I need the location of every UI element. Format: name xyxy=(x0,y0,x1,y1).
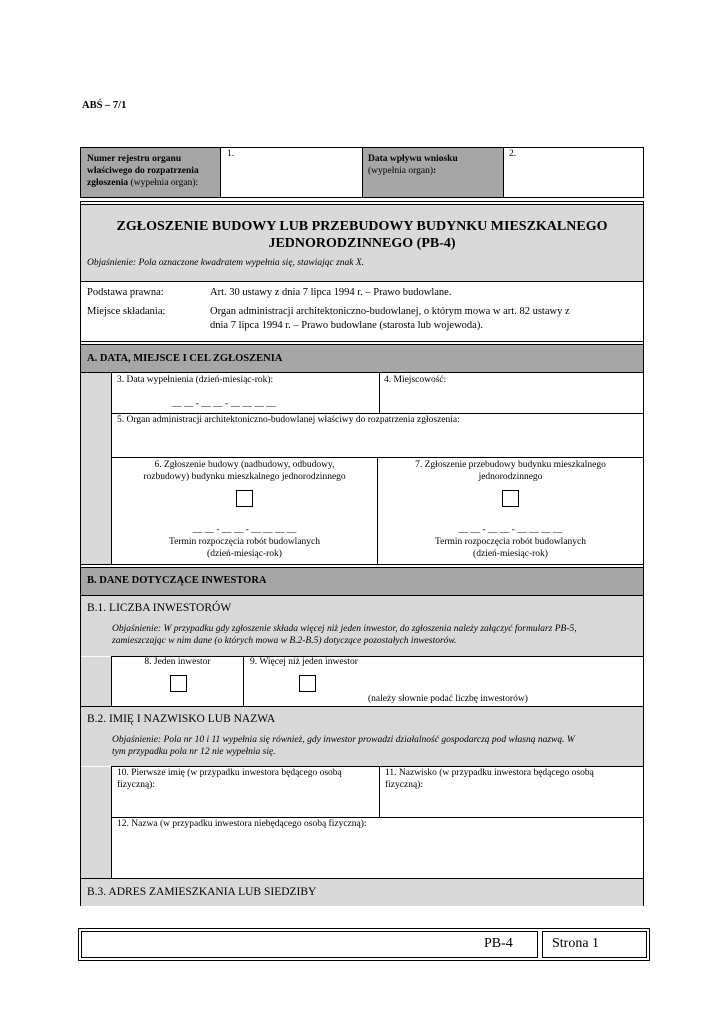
section-a-gutter xyxy=(81,373,111,564)
field-6-label-line2: rozbudowy) budynku mieszkalnego jednorodzinnego xyxy=(143,472,346,482)
single-investor-checkbox[interactable] xyxy=(170,675,187,692)
legal-basis-text: Art. 30 ustawy z dnia 7 lipca 1994 r. – Prawo budowlane. xyxy=(210,287,452,298)
b2-note-line2: tym przypadku pola nr 12 nie wypełnia się. xyxy=(112,747,276,757)
construction-checkbox[interactable] xyxy=(236,490,253,507)
field-2-number: 2. xyxy=(509,149,517,159)
submission-place-text-1: Organ administracji architektoniczno-budowlanej, o którym mowa w art. 82 ustawy z xyxy=(210,306,570,317)
construction-start-label: Termin rozpoczęcia robót budowlanych xyxy=(168,537,320,547)
field-1-number: 1. xyxy=(227,149,235,159)
field-9-note: (należy słownie podać liczbę inwestorów) xyxy=(368,694,528,704)
company-name-input[interactable] xyxy=(112,818,643,878)
field-10-label-line2: fizyczną): xyxy=(117,780,155,790)
field-3-label: 3. Data wypełnienia (dzień-miesiąc-rok): xyxy=(117,375,274,385)
field-10-label-line1: 10. Pierwsze imię (w przypadku inwestora będącego osobą xyxy=(117,768,342,778)
form-title-line2: JEDNORODZINNEGO (PB-4) xyxy=(268,236,456,251)
footer-page-number: Strona 1 xyxy=(552,936,600,951)
b2-gutter xyxy=(81,767,111,878)
field-4-label: 4. Miejscowość: xyxy=(384,375,447,385)
field-7-label-line2: jednorodzinnego xyxy=(478,472,543,482)
field-11-label-line2: fizyczną): xyxy=(385,780,423,790)
construction-start-format: (dzień-miesiąc-rok) xyxy=(207,549,282,559)
submission-place-label: Miejsce składania: xyxy=(87,306,166,317)
reconstruction-start-label: Termin rozpoczęcia robót budowlanych xyxy=(434,537,586,547)
fill-date-input[interactable] xyxy=(112,373,379,413)
construction-start-blanks: __ __ - __ __ - __ __ __ __ xyxy=(192,525,297,535)
investors-count-input[interactable] xyxy=(330,676,642,694)
field-5-label: 5. Organ administracji architektoniczno-budowlanej właściwy do rozpatrzenia zgłoszenia: xyxy=(117,415,460,425)
reconstruction-start-format: (dzień-miesiąc-rok) xyxy=(473,549,548,559)
submission-place-text-2: dnia 7 lipca 1994 r. – Prawo budowlane (starosta lub wojewoda). xyxy=(210,320,483,331)
reconstruction-checkbox[interactable] xyxy=(502,490,519,507)
b1-gutter xyxy=(81,657,111,706)
receipt-date-input[interactable] xyxy=(504,148,643,197)
title-explanation: Objaśnienie: Pola oznaczone kwadratem wypełnia się, stawiając znak X. xyxy=(87,258,365,268)
reconstruction-start-blanks: __ __ - __ __ - __ __ __ __ xyxy=(458,525,563,535)
first-name-input[interactable] xyxy=(112,767,379,817)
receipt-date-label: Data wpływu wniosku (wypełnia organ): xyxy=(368,154,458,176)
locality-input[interactable] xyxy=(380,373,643,413)
field-3-date-blanks: __ __ - __ __ - __ __ __ __ xyxy=(172,399,276,409)
b3-heading: B.3. ADRES ZAMIESZKANIA LUB SIEDZIBY xyxy=(87,886,317,898)
field-6-label-line1: 6. Zgłoszenie budowy (nadbudowy, odbudowy, xyxy=(154,460,335,470)
form-code-header: ABŚ – 7/1 xyxy=(82,100,127,111)
field-8-label: 8. Jeden inwestor xyxy=(144,657,211,667)
register-number-label: Numer rejestru organu właściwego do rozpatrzenia zgłoszenia (wypełnia organ): xyxy=(87,154,199,188)
b1-note-line1: Objaśnienie: W przypadku gdy zgłoszenie składa więcej niż jeden inwestor, do zgłoszenia należy załączyć formularz PB-5, xyxy=(112,624,577,634)
surname-input[interactable] xyxy=(380,767,643,817)
footer-code-cell xyxy=(81,931,538,958)
section-a-heading: A. DATA, MIEJSCE I CEL ZGŁOSZENIA xyxy=(87,353,283,364)
field-11-label-line1: 11. Nazwisko (w przypadku inwestora będącego osobą xyxy=(385,768,594,778)
multiple-investors-checkbox[interactable] xyxy=(299,675,316,692)
authority-input[interactable] xyxy=(112,414,643,457)
section-b-heading: B. DANE DOTYCZĄCE INWESTORA xyxy=(87,575,267,586)
b1-heading: B.1. LICZBA INWESTORÓW xyxy=(87,602,232,614)
b2-note-line1: Objaśnienie: Pola nr 10 i 11 wypełnia się również, gdy inwestor prowadzi działalność gospodarczą pod własną nazwą. W xyxy=(112,735,575,745)
form-title-line1: ZGŁOSZENIE BUDOWY LUB PRZEBUDOWY BUDYNKU MIESZKALNEGO xyxy=(116,219,608,234)
field-12-label: 12. Nazwa (w przypadku inwestora niebędącego osobą fizyczną): xyxy=(117,819,367,829)
b1-note-line2: zamieszczając w nim dane (o których mowa w B.2-B.5) dotyczące pozostałych inwestorów. xyxy=(112,636,457,646)
field-7-label-line1: 7. Zgłoszenie przebudowy budynku mieszkalnego xyxy=(415,460,606,470)
register-number-input[interactable] xyxy=(221,148,362,197)
legal-basis-label: Podstawa prawna: xyxy=(87,287,164,298)
b2-heading: B.2. IMIĘ I NAZWISKO LUB NAZWA xyxy=(87,713,276,725)
footer-form-code: PB-4 xyxy=(484,936,513,951)
field-9-label: 9. Więcej niż jeden inwestor xyxy=(250,657,358,667)
